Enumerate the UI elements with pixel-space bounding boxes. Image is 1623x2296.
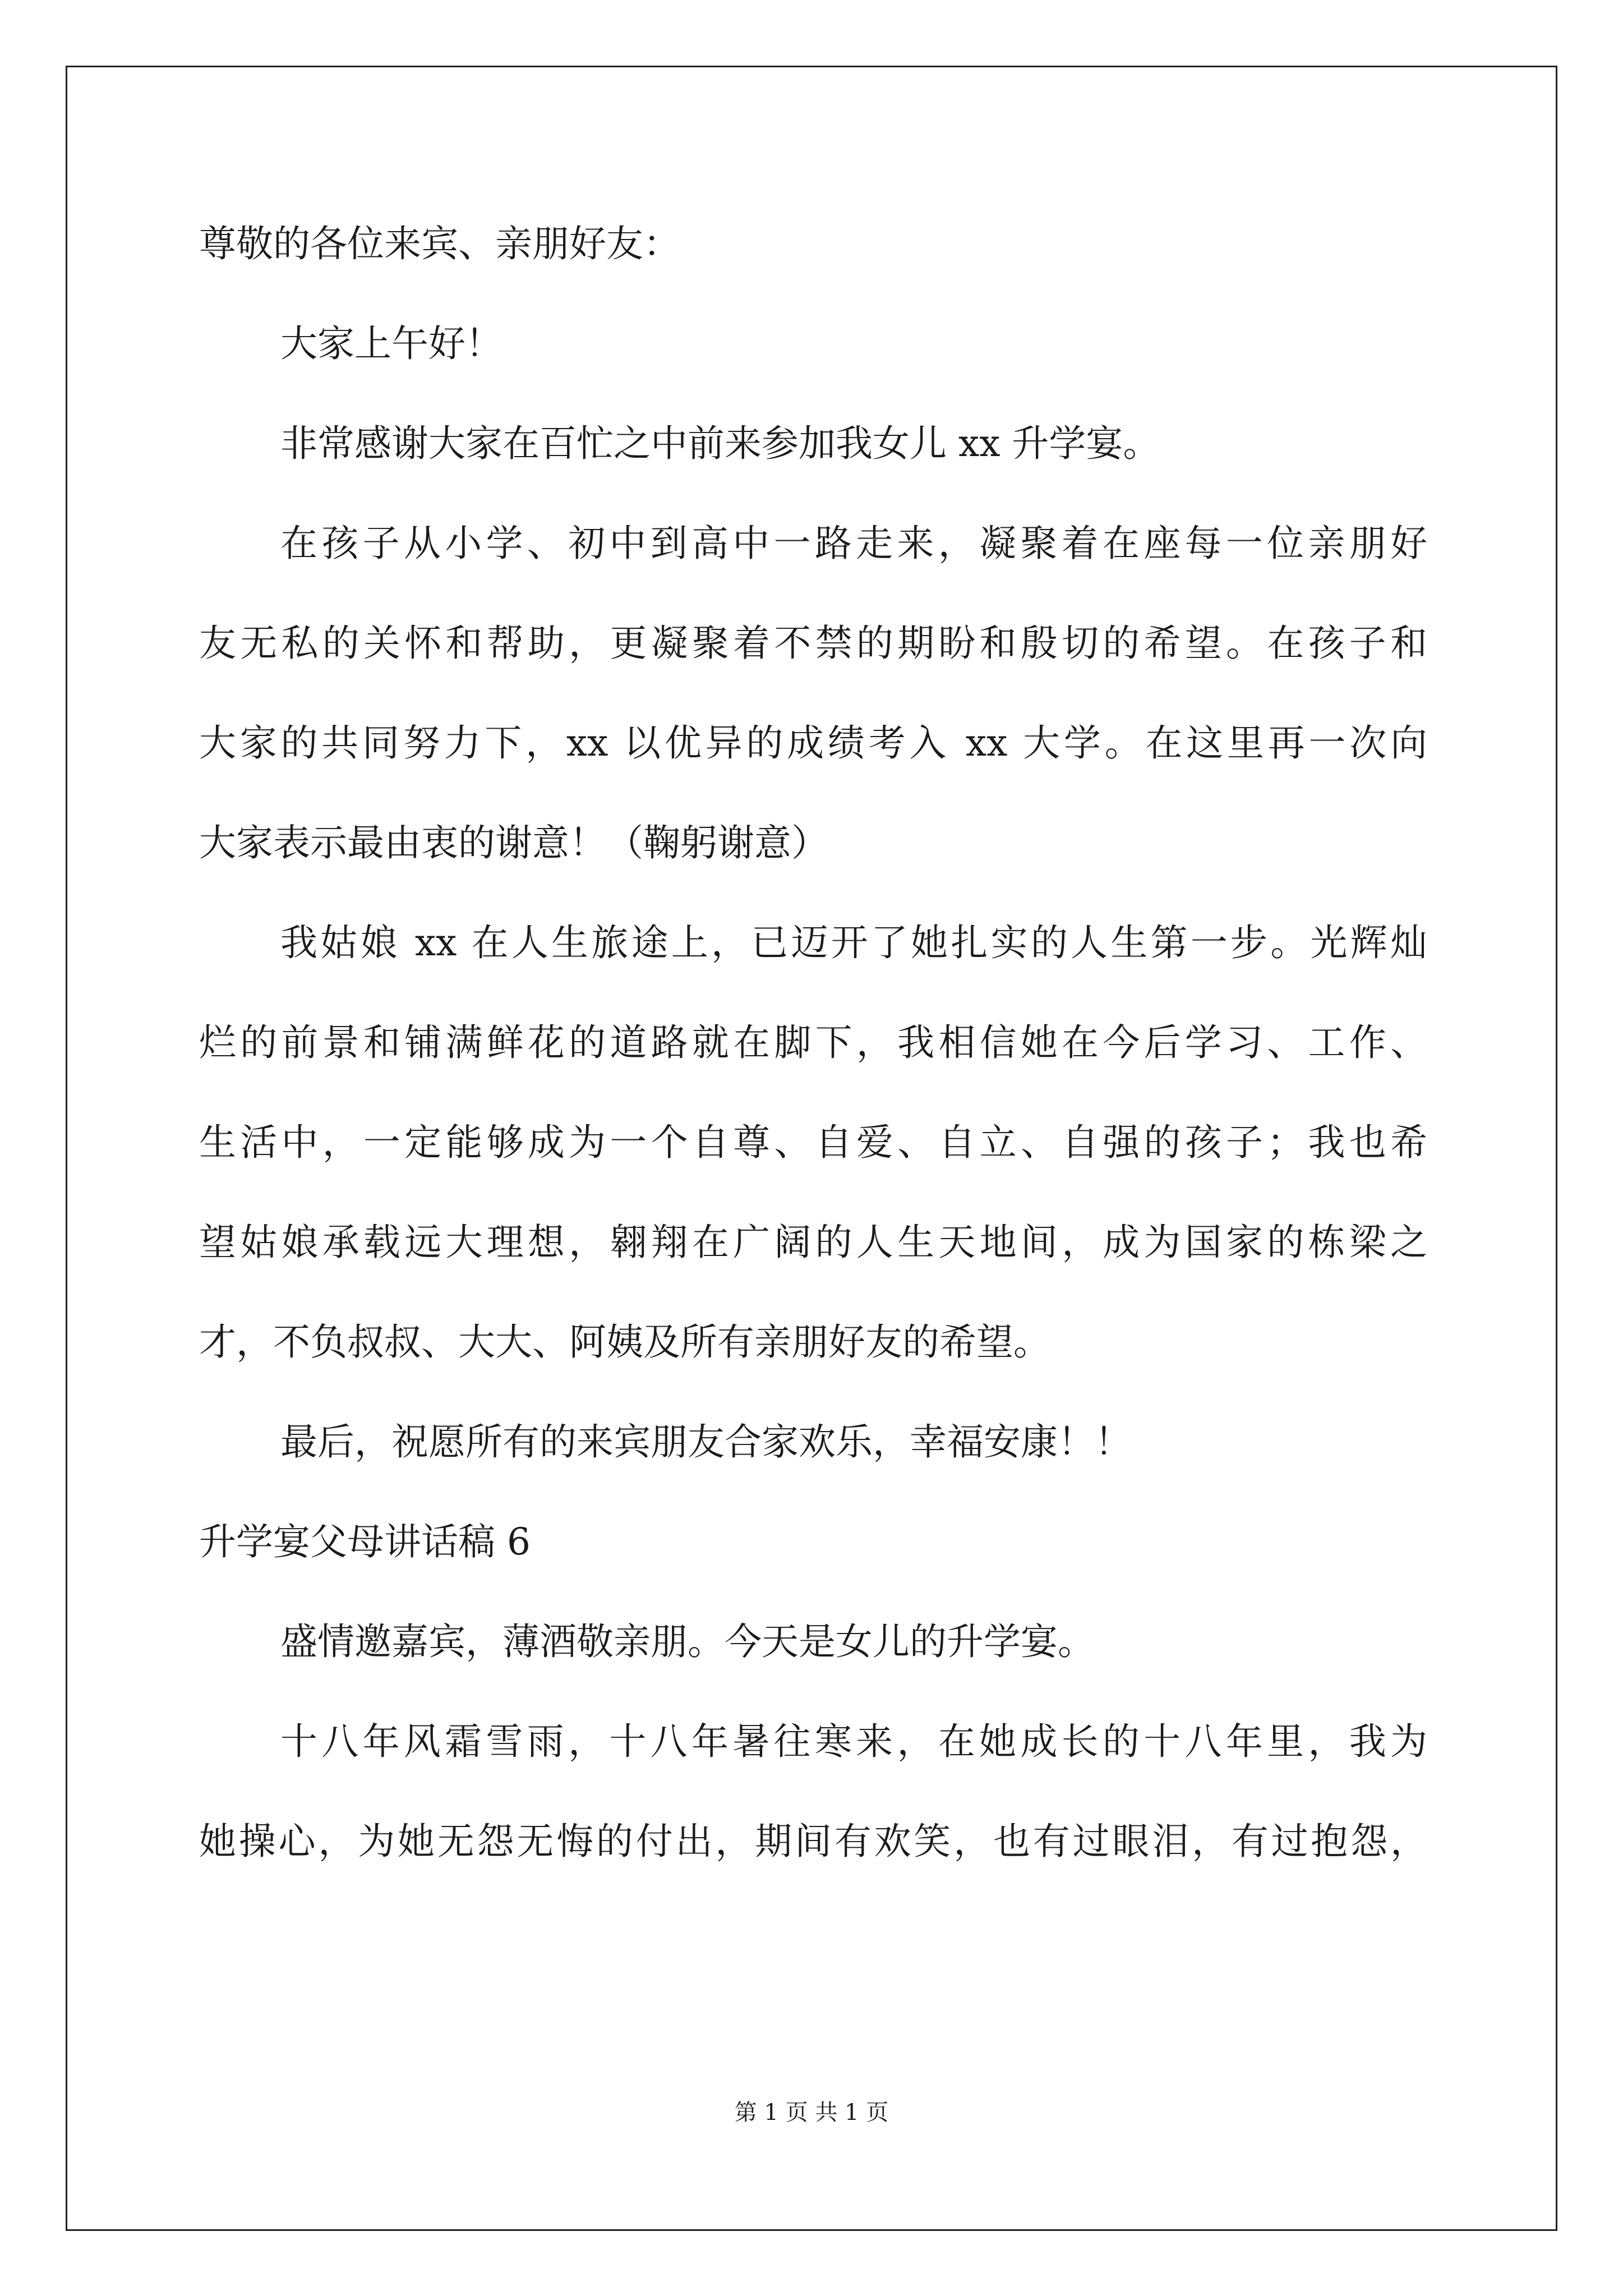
paragraph-line: 她操心，为她无怨无悔的付出，期间有欢笑，也有过眼泪，有过抱怨， — [199, 1820, 1427, 1863]
paragraph-line: 望姑娘承载远大理想，翱翔在广阔的人生天地间，成为国家的栋梁之 — [199, 1221, 1427, 1264]
paragraph-line: 大家表示最由衷的谢意！（鞠躬谢意） — [199, 821, 828, 864]
paragraph-line: 烂的前景和铺满鲜花的道路就在脚下，我相信她在今后学习、工作、 — [199, 1021, 1427, 1064]
paragraph-line: 非常感谢大家在百忙之中前来参加我女儿 xx 升学宴。 — [280, 422, 1160, 465]
paragraph-line: 才，不负叔叔、大大、阿姨及所有亲朋好友的希望。 — [199, 1320, 1050, 1364]
paragraph-line: 大家的共同努力下，xx 以优异的成绩考入 xx 大学。在这里再一次向 — [199, 721, 1427, 765]
section-heading: 升学宴父母讲话稿 6 — [199, 1520, 531, 1563]
salutation: 尊敬的各位来宾、亲朋好友： — [199, 222, 680, 265]
paragraph-line: 我姑娘 xx 在人生旅途上，已迈开了她扎实的人生第一步。光辉灿 — [280, 921, 1427, 964]
paragraph-line: 友无私的关怀和帮助，更凝聚着不禁的期盼和殷切的希望。在孩子和 — [199, 622, 1427, 665]
paragraph-line: 在孩子从小学、初中到高中一路走来，凝聚着在座每一位亲朋好 — [280, 522, 1427, 565]
paragraph-line: 生活中，一定能够成为一个自尊、自爱、自立、自强的孩子；我也希 — [199, 1121, 1427, 1164]
greeting: 大家上午好！ — [280, 322, 502, 365]
paragraph-line: 十八年风霜雪雨，十八年暑往寒来，在她成长的十八年里，我为 — [280, 1720, 1427, 1763]
paragraph-line: 盛情邀嘉宾，薄酒敬亲朋。今天是女儿的升学宴。 — [280, 1620, 1095, 1663]
paragraph-line: 最后，祝愿所有的来宾朋友合家欢乐，幸福安康！！ — [280, 1420, 1132, 1464]
page-footer: 第 1 页 共 1 页 — [734, 2100, 889, 2125]
